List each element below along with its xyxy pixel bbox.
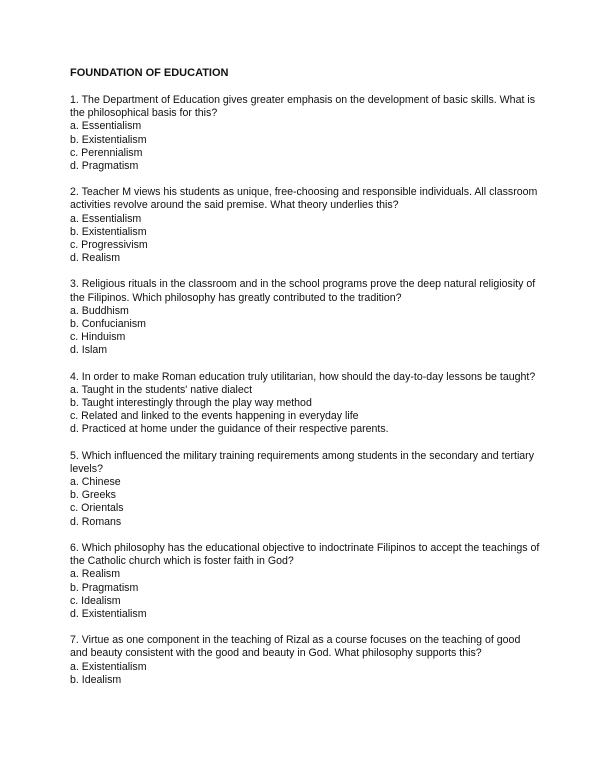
option-c: c. Progressivism: [70, 239, 148, 252]
question-3: [70, 278, 540, 357]
option-a: a. Buddhism: [70, 304, 129, 317]
option-d: d. Islam: [70, 344, 108, 357]
option-c: c. Idealism: [70, 594, 121, 607]
option-b: b. Existentialism: [70, 133, 147, 146]
option-c: c. Related and linked to the events happening in everyday life: [70, 410, 359, 423]
option-b: b. Idealism: [70, 673, 122, 686]
option-d: d. Practiced at home under the guidance of their respective parents.: [70, 423, 389, 436]
option-c: c. Orientals: [70, 502, 124, 515]
question-text: 6. Which philosophy has the educational objective to indoctrinate Filipinos to accept the teachings of the Catholic church which is foster faith in God?: [70, 541, 540, 568]
option-a: a. Realism: [70, 568, 121, 581]
question-text: 7. Virtue as one component in the teaching of Rizal as a course focuses on the teaching of good and beauty consistent with the good and beauty in God. What philosophy supports this?: [70, 634, 521, 660]
option-a: a. Chinese: [70, 476, 121, 489]
question-6: [70, 542, 540, 621]
question-text: 4. In order to make Roman education truly utilitarian, how should the day-to-day lessons be taught?: [70, 370, 536, 383]
option-b: b. Existentialism: [70, 225, 147, 238]
option-a: a. Existentialism: [70, 660, 147, 673]
question-4: [70, 371, 540, 437]
option-a: a. Taught in the students' native dialect: [70, 383, 253, 396]
option-b: b. Taught interestingly through the play way method: [70, 397, 312, 410]
option-d: d. Pragmatism: [70, 160, 139, 173]
document-page: [70, 67, 540, 700]
option-c: c. Perennialism: [70, 146, 143, 159]
option-a: a. Essentialism: [70, 212, 142, 225]
option-d: d. Romans: [70, 515, 122, 528]
document-title: FOUNDATION OF EDUCATION: [70, 67, 229, 79]
option-b: b. Greeks: [70, 489, 116, 502]
option-c: c. Hinduism: [70, 331, 126, 344]
question-5: [70, 450, 540, 529]
option-d: d. Realism: [70, 252, 121, 265]
question-text: 2. Teacher M views his students as unique, free-choosing and responsible individuals. All classroom activities revolve around the said premise. What theory underlies this?: [70, 186, 538, 212]
option-a: a. Essentialism: [70, 120, 142, 133]
question-7: [70, 634, 540, 687]
option-d: d. Existentialism: [70, 607, 147, 620]
question-2: [70, 186, 540, 265]
option-b: b. Pragmatism: [70, 581, 139, 594]
question-text: 3. Religious rituals in the classroom and in the school programs prove the deep natural religiosity of the Filipinos. Which philosophy has greatly contributed to the tradition?: [70, 278, 536, 304]
question-text: 1. The Department of Education gives greater emphasis on the development of basic skills. What is the philosophical basis for this?: [70, 94, 535, 120]
question-1: [70, 94, 540, 173]
option-b: b. Confucianism: [70, 318, 146, 331]
question-text: 5. Which influenced the military training requirements among students in the secondary and tertiary levels?: [70, 449, 535, 475]
